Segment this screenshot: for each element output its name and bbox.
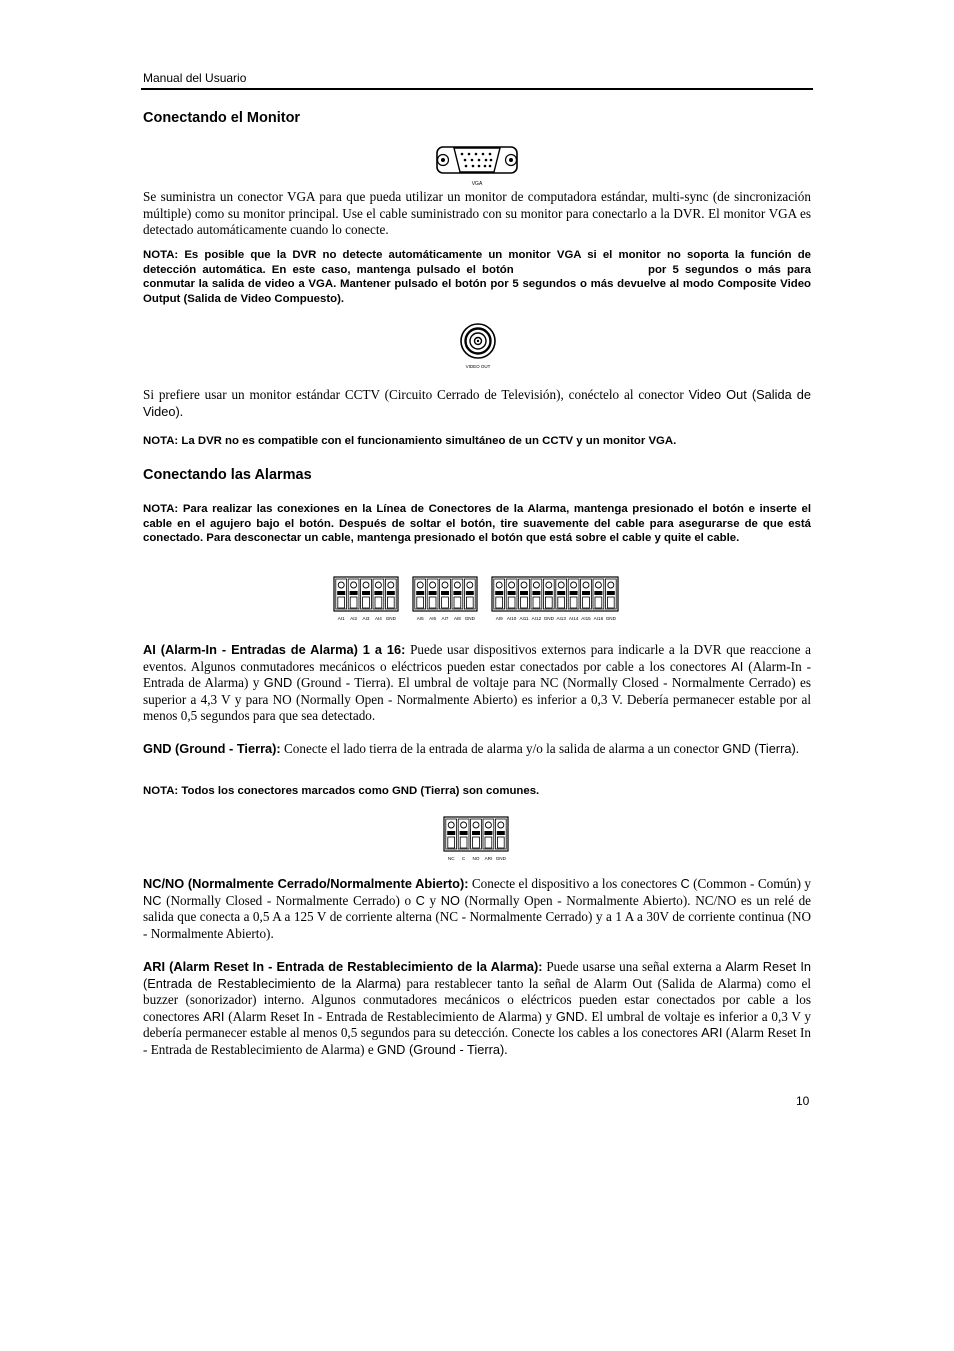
terminal xyxy=(458,819,469,861)
monitor-paragraph: Se suministra un conector VGA para que pueda utilizar un monitor de computadora estándar, multi-sync (de sincronización múltiple) como su monitor principal. Use el cable suministrado con su monitor para conectarlo a la DVR. El monitor VGA es detectado automáticamente cuando lo conecte. xyxy=(143,189,811,238)
terminal-label: ARI xyxy=(484,856,493,861)
relay-block xyxy=(444,817,508,861)
terminal-label: AI3 xyxy=(362,616,370,621)
terminal-label: AI8 xyxy=(453,616,461,621)
ai-key-1: AI xyxy=(731,658,744,674)
note-alarm-connection: NOTA: Para realizar las conexiones en la Línea de Conectores de la Alarma, mantenga presionado el botón e inserte el cable en el agujero bajo el botón. Después de soltar el botón, tire suavemente del cable para asegurarse de que está conectado. Para desconectar un cable, mantenga presionado el botón que está sobre el cable y quite el cable. xyxy=(143,503,811,545)
terminal-label: AI1 xyxy=(337,616,345,621)
ari-text-4: . El umbral de voltaje es inferior a 0,3 V y debería permanecer estable al menos 0,5 segundos para su detección. Conecte los cables a los conectores xyxy=(143,1008,812,1041)
terminal-label: AI10 xyxy=(506,616,517,621)
terminal xyxy=(519,579,530,621)
ai-text-1: Puede usar dispositivos externos para indicarle a la DVR que reaccione a eventos. Algunos conmutadores mecánicos o eléctricos pueden estar conectados por cable a los conectores xyxy=(143,642,811,674)
terminal xyxy=(556,579,567,621)
ncno-key-4: NO xyxy=(440,892,460,908)
cctv-text: Si prefiere usar un monitor estándar CCTV (Circuito Cerrado de Televisión), conéctelo al conector xyxy=(143,387,684,402)
ari-text-6: . xyxy=(504,1041,508,1057)
ai-paragraph xyxy=(143,642,811,725)
ncno-key-3: C xyxy=(415,892,425,908)
terminal xyxy=(581,579,592,621)
note-gnd-common: NOTA: Todos los conectores marcados como GND (Tierra) son comunes. xyxy=(143,785,540,797)
cctv-end: . xyxy=(179,403,184,419)
terminal xyxy=(471,819,482,861)
header-rule xyxy=(141,88,813,90)
ai-text-2: (Alarm-In - Entrada de Alarma) y xyxy=(143,658,812,691)
terminal-label: AI9 xyxy=(495,616,503,621)
ncno-key-2: NC xyxy=(143,892,162,908)
ari-paragraph xyxy=(143,959,811,1059)
ncno-text-1: Conecte el dispositivo a los conectores xyxy=(471,876,678,891)
ai-text-3: (Ground - Tierra). El umbral de voltaje para NC (Normally Closed - Normalmente Cerrado) es superior a 4,3 V y para NO (Normally Open - Normalmente Abierto) es inferior a 0,3 V. Debería permanecer estable por al menos 0,5 segundos para que sea detectado. xyxy=(143,675,811,724)
terminal-label: AI6 xyxy=(429,616,437,621)
ncno-text-5: (Normally Open - Normalmente Abierto). NC/NO es un relé de salida que conecta a 0,5 A a 125 V de corriente alterna (NC - Normalmente Cerrado) y a 1 A a 30V de corriente continua (NO - Normalmente Abierto). xyxy=(143,892,812,941)
terminal xyxy=(452,579,463,621)
alarm-block-3 xyxy=(492,577,618,621)
terminal-label: AI14 xyxy=(568,616,579,621)
ncno-text-2: (Common - Común) y xyxy=(693,876,812,891)
terminal xyxy=(464,579,475,621)
relay-connector-strip xyxy=(443,816,513,864)
vga-label: VGA xyxy=(471,181,483,187)
terminal xyxy=(385,579,396,621)
alarm-block-2 xyxy=(413,577,477,621)
terminal-label: C xyxy=(461,856,466,861)
terminal xyxy=(427,579,438,621)
ari-text-2: para restablecer tanto la señal de Alarm Out (Salida de Alarma) como el buzzer (sonorizador) interno. Algunos conmutadores mecánicos o eléctricos pueden estar conectados por cable a los conectores xyxy=(143,975,812,1024)
terminal xyxy=(506,579,517,621)
ari-text-3: (Alarm Reset In - Entrada de Restablecimiento de Alarma) y xyxy=(228,1008,553,1024)
terminal xyxy=(361,579,372,621)
ari-key-4: ARI xyxy=(701,1025,723,1041)
alarm-connector-strip xyxy=(333,576,625,628)
terminal-label: AI16 xyxy=(593,616,604,621)
terminal xyxy=(543,579,554,621)
running-header: Manual del Usuario xyxy=(143,71,247,85)
terminal xyxy=(440,579,451,621)
note-cctv-vga: NOTA: La DVR no es compatible con el funcionamiento simultáneo de un CCTV y un monitor VGA. xyxy=(143,435,677,447)
terminal xyxy=(446,819,457,861)
heading-alarms: Conectando las Alarmas xyxy=(143,467,312,483)
ari-key-3: GND xyxy=(555,1008,585,1024)
ari-text-5: (Alarm Reset In - Entrada de Restablecimiento de Alarma) e xyxy=(143,1025,812,1057)
note-vga-detection xyxy=(143,248,811,306)
ari-term: ARI (Alarm Reset In - Entrada de Restablecimiento de la Alarma): xyxy=(143,959,543,974)
terminal-label: AI2 xyxy=(350,616,358,621)
heading-monitor: Conectando el Monitor xyxy=(143,110,301,126)
video-out-term: Video Out (Salida de Video) xyxy=(143,387,812,419)
video-out-connector-icon xyxy=(458,322,498,372)
cctv-paragraph xyxy=(143,387,811,420)
ncno-text-3: (Normally Closed - Normalmente Cerrado) o xyxy=(166,892,412,908)
ari-key-5: GND (Ground - Tierra) xyxy=(376,1041,505,1057)
gnd-term: GND (Ground - Tierra): xyxy=(143,741,281,756)
terminal xyxy=(483,819,494,861)
note-vga-detection-part2: por 5 segundos o más para conmutar la salida de video a VGA. Mantener pulsado el botón por 5 segundos o más devuelve al modo Composite Video Output (Salida de Video Compuesto). xyxy=(143,263,812,305)
ncno-term: NC/NO (Normalmente Cerrado/Normalmente Abierto): xyxy=(143,876,469,891)
note-vga-detection-part1: NOTA: Es posible que la DVR no detecte automáticamente un monitor VGA si el monitor no soporta la función de detección automática. En este caso, mantenga pulsado el botón xyxy=(143,249,811,276)
video-out-label: VIDEO OUT xyxy=(465,364,491,369)
terminal xyxy=(415,579,426,621)
terminal xyxy=(605,579,616,621)
terminal xyxy=(593,579,604,621)
terminal-label: GND xyxy=(543,616,554,621)
ai-term: AI (Alarm-In - Entradas de Alarma) 1 a 16: xyxy=(143,642,406,657)
terminal-label: AI13 xyxy=(556,616,566,621)
terminal xyxy=(348,579,359,621)
terminal-label: GND xyxy=(464,616,475,621)
terminal xyxy=(336,579,347,621)
terminal xyxy=(494,579,505,621)
ncno-key-1: C xyxy=(680,876,690,891)
ai-key-2: GND xyxy=(263,675,293,691)
gnd-key-1: GND (Tierra) xyxy=(722,741,796,756)
vga-connector-icon xyxy=(434,143,520,189)
ari-key-1: Alarm Reset In (Entrada de Restablecimiento de la Alarma) xyxy=(143,959,811,991)
terminal xyxy=(568,579,579,621)
gnd-text-2: . xyxy=(795,741,800,756)
terminal xyxy=(373,579,384,621)
terminal-label: GND xyxy=(605,616,616,621)
terminal xyxy=(531,579,542,621)
ari-text-1: Puede usarse una señal externa a xyxy=(546,959,722,974)
terminal-label: NO xyxy=(472,856,480,861)
alarm-block-1 xyxy=(334,577,398,621)
terminal-label: GND xyxy=(495,856,506,861)
ncno-paragraph xyxy=(143,876,811,942)
ari-key-2: ARI xyxy=(203,1008,225,1024)
terminal-label: NC xyxy=(447,856,455,861)
terminal-label: GND xyxy=(385,616,396,621)
ncno-text-4: y xyxy=(429,892,437,908)
terminal-label: AI5 xyxy=(416,616,424,621)
gnd-text-1: Conecte el lado tierra de la entrada de alarma y/o la salida de alarma a un conector xyxy=(283,741,719,756)
page-number: 10 xyxy=(796,1094,810,1108)
terminal-label: AI15 xyxy=(581,616,591,621)
gnd-paragraph xyxy=(143,741,811,758)
terminal xyxy=(495,819,506,861)
terminal-label: AI7 xyxy=(441,616,449,621)
terminal-label: AI4 xyxy=(374,616,382,621)
terminal-label: AI11 xyxy=(519,616,529,621)
terminal-label: AI12 xyxy=(531,616,542,621)
